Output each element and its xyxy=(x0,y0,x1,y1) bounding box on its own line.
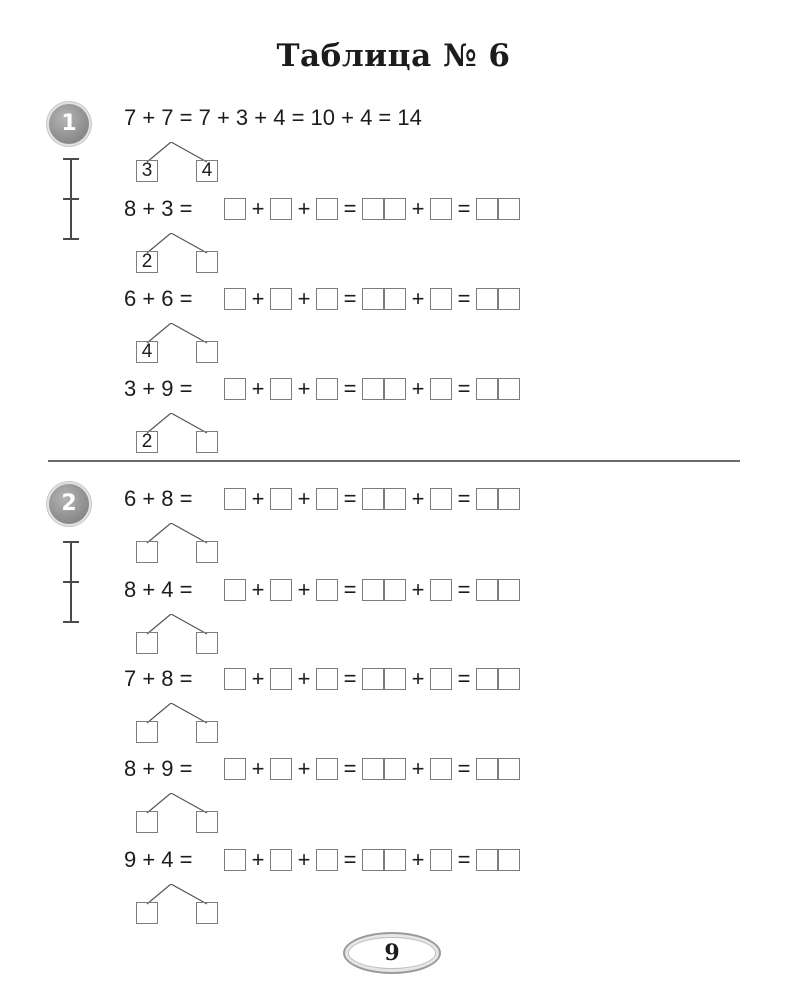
equals-sign: = xyxy=(343,196,357,221)
answer-box[interactable] xyxy=(476,378,498,400)
answer-box[interactable] xyxy=(384,378,406,400)
plus-sign: + xyxy=(251,756,265,781)
equals-sign: = xyxy=(457,756,471,781)
expression xyxy=(124,285,193,313)
answer-cells xyxy=(224,197,520,221)
answer-box[interactable] xyxy=(270,198,292,220)
page-number-ornament xyxy=(343,932,441,974)
expression-text: 8 + 4 = xyxy=(124,577,193,602)
split-box-right[interactable] xyxy=(196,632,218,654)
equals-sign: = xyxy=(343,486,357,511)
answer-box[interactable] xyxy=(476,198,498,220)
plus-sign: + xyxy=(297,376,311,401)
task-1-ruler-icon xyxy=(63,158,79,240)
answer-box[interactable] xyxy=(498,579,520,601)
equals-sign: = xyxy=(457,286,471,311)
answer-cells xyxy=(224,757,520,781)
exercise-row xyxy=(124,104,744,184)
answer-box[interactable] xyxy=(316,288,338,310)
task-2-number-badge: 2 xyxy=(49,484,89,524)
two-digit-answer xyxy=(476,849,520,871)
equals-sign: = xyxy=(457,847,471,872)
exercise-row xyxy=(124,846,744,926)
exercise-row xyxy=(124,485,744,565)
answer-box[interactable] xyxy=(384,198,406,220)
equals-sign: = xyxy=(343,376,357,401)
answer-box[interactable] xyxy=(270,758,292,780)
plus-sign: + xyxy=(411,486,425,511)
equals-sign: = xyxy=(343,847,357,872)
answer-box[interactable] xyxy=(224,758,246,780)
split-box-left[interactable] xyxy=(136,721,158,743)
answer-box[interactable] xyxy=(316,488,338,510)
equals-sign: = xyxy=(457,577,471,602)
expression xyxy=(124,375,193,403)
split-box-left[interactable] xyxy=(136,902,158,924)
expression-text: 8 + 9 = xyxy=(124,756,193,781)
answer-box[interactable] xyxy=(384,668,406,690)
answer-box[interactable] xyxy=(384,758,406,780)
split-box-right[interactable] xyxy=(196,251,218,273)
expression xyxy=(124,665,193,693)
section-divider xyxy=(48,460,740,462)
answer-cells xyxy=(224,667,520,691)
answer-box[interactable] xyxy=(316,378,338,400)
plus-sign: + xyxy=(411,196,425,221)
answer-box[interactable] xyxy=(316,668,338,690)
answer-box[interactable] xyxy=(316,849,338,871)
two-digit-answer xyxy=(362,579,406,601)
plus-sign: + xyxy=(411,847,425,872)
answer-box[interactable] xyxy=(316,198,338,220)
two-digit-answer xyxy=(476,579,520,601)
answer-box[interactable] xyxy=(430,198,452,220)
two-digit-answer xyxy=(476,758,520,780)
plus-sign: + xyxy=(411,376,425,401)
answer-cells xyxy=(224,377,520,401)
answer-box[interactable] xyxy=(224,849,246,871)
plus-sign: + xyxy=(251,847,265,872)
answer-box[interactable] xyxy=(316,579,338,601)
answer-box[interactable] xyxy=(362,579,384,601)
plus-sign: + xyxy=(411,756,425,781)
number-split xyxy=(124,793,214,833)
split-box-left[interactable]: 2 xyxy=(136,251,158,273)
exercise-row xyxy=(124,576,744,656)
answer-box[interactable] xyxy=(430,849,452,871)
exercise-row xyxy=(124,195,744,275)
answer-box[interactable] xyxy=(430,378,452,400)
plus-sign: + xyxy=(251,196,265,221)
answer-box[interactable] xyxy=(362,378,384,400)
answer-box[interactable] xyxy=(498,849,520,871)
split-box-right[interactable]: 4 xyxy=(196,160,218,182)
page-number: 9 xyxy=(384,940,400,966)
answer-box[interactable] xyxy=(430,758,452,780)
split-box-right[interactable] xyxy=(196,811,218,833)
answer-box[interactable] xyxy=(362,488,384,510)
number-split xyxy=(124,233,214,273)
number-split xyxy=(124,323,214,363)
expression-text: 8 + 3 = xyxy=(124,196,193,221)
answer-box[interactable] xyxy=(270,288,292,310)
equals-sign: = xyxy=(343,577,357,602)
expression xyxy=(124,195,193,223)
answer-box[interactable] xyxy=(384,579,406,601)
answer-box[interactable] xyxy=(498,488,520,510)
split-box-right[interactable] xyxy=(196,541,218,563)
answer-box[interactable] xyxy=(362,849,384,871)
plus-sign: + xyxy=(297,577,311,602)
plus-sign: + xyxy=(297,847,311,872)
answer-box[interactable] xyxy=(384,488,406,510)
split-box-left[interactable]: 2 xyxy=(136,431,158,453)
answer-box[interactable] xyxy=(498,668,520,690)
answer-box[interactable] xyxy=(224,378,246,400)
two-digit-answer xyxy=(362,668,406,690)
split-box-left[interactable] xyxy=(136,811,158,833)
plus-sign: + xyxy=(411,577,425,602)
plus-sign: + xyxy=(251,577,265,602)
answer-box[interactable] xyxy=(476,758,498,780)
answer-box[interactable] xyxy=(270,849,292,871)
task-2-ruler-icon xyxy=(63,541,79,623)
two-digit-answer xyxy=(476,288,520,310)
plus-sign: + xyxy=(251,376,265,401)
plus-sign: + xyxy=(297,756,311,781)
answer-box[interactable] xyxy=(224,288,246,310)
answer-box[interactable] xyxy=(430,288,452,310)
answer-box[interactable] xyxy=(362,758,384,780)
answer-box[interactable] xyxy=(476,579,498,601)
answer-box[interactable] xyxy=(498,198,520,220)
plus-sign: + xyxy=(297,486,311,511)
answer-box[interactable] xyxy=(270,488,292,510)
plus-sign: + xyxy=(297,196,311,221)
answer-box[interactable] xyxy=(498,378,520,400)
answer-cells xyxy=(224,487,520,511)
exercise-row xyxy=(124,665,744,745)
plus-sign: + xyxy=(251,286,265,311)
number-split xyxy=(124,142,214,182)
equals-sign: = xyxy=(457,666,471,691)
plus-sign: + xyxy=(411,286,425,311)
answer-box[interactable] xyxy=(430,579,452,601)
expression-text: 7 + 8 = xyxy=(124,666,193,691)
two-digit-answer xyxy=(362,758,406,780)
two-digit-answer xyxy=(362,288,406,310)
number-split xyxy=(124,614,214,654)
two-digit-answer xyxy=(362,378,406,400)
number-split xyxy=(124,523,214,563)
exercise-row xyxy=(124,285,744,365)
equals-sign: = xyxy=(343,666,357,691)
split-box-left[interactable]: 3 xyxy=(136,160,158,182)
answer-box[interactable] xyxy=(430,668,452,690)
answer-cells xyxy=(224,848,520,872)
answer-box[interactable] xyxy=(362,198,384,220)
answer-box[interactable] xyxy=(498,758,520,780)
equals-sign: = xyxy=(343,286,357,311)
plus-sign: + xyxy=(297,286,311,311)
split-box-right[interactable] xyxy=(196,902,218,924)
answer-box[interactable] xyxy=(316,758,338,780)
expression xyxy=(124,846,193,874)
equals-sign: = xyxy=(457,376,471,401)
exercise-row xyxy=(124,375,744,455)
expression xyxy=(124,485,193,513)
two-digit-answer xyxy=(476,668,520,690)
equals-sign: = xyxy=(457,486,471,511)
split-box-left[interactable]: 4 xyxy=(136,341,158,363)
expression-text: 9 + 4 = xyxy=(124,847,193,872)
answer-box[interactable] xyxy=(270,668,292,690)
plus-sign: + xyxy=(411,666,425,691)
plus-sign: + xyxy=(251,486,265,511)
answer-box[interactable] xyxy=(476,849,498,871)
answer-box[interactable] xyxy=(384,849,406,871)
answer-box[interactable] xyxy=(362,288,384,310)
answer-box[interactable] xyxy=(362,668,384,690)
two-digit-answer xyxy=(476,198,520,220)
answer-box[interactable] xyxy=(476,288,498,310)
number-split xyxy=(124,703,214,743)
equals-sign: = xyxy=(457,196,471,221)
number-split xyxy=(124,884,214,924)
two-digit-answer xyxy=(362,849,406,871)
answer-box[interactable] xyxy=(476,488,498,510)
answer-box[interactable] xyxy=(224,668,246,690)
split-box-right[interactable] xyxy=(196,721,218,743)
answer-box[interactable] xyxy=(270,579,292,601)
answer-box[interactable] xyxy=(476,668,498,690)
plus-sign: + xyxy=(251,666,265,691)
answer-cells xyxy=(224,287,520,311)
answer-box[interactable] xyxy=(270,378,292,400)
page-title: Таблица № 6 xyxy=(276,38,511,74)
two-digit-answer xyxy=(362,198,406,220)
two-digit-answer xyxy=(362,488,406,510)
exercise-row xyxy=(124,755,744,835)
answer-box[interactable] xyxy=(498,288,520,310)
expression xyxy=(124,755,193,783)
number-split xyxy=(124,413,214,453)
answer-box[interactable] xyxy=(384,288,406,310)
split-box-left[interactable] xyxy=(136,632,158,654)
split-box-right[interactable] xyxy=(196,431,218,453)
split-box-right[interactable] xyxy=(196,341,218,363)
task-1-number-badge: 1 xyxy=(49,104,89,144)
split-box-left[interactable] xyxy=(136,541,158,563)
answer-box[interactable] xyxy=(224,579,246,601)
two-digit-answer xyxy=(476,488,520,510)
expression-text: 3 + 9 = xyxy=(124,376,193,401)
equals-sign: = xyxy=(343,756,357,781)
two-digit-answer xyxy=(476,378,520,400)
answer-box[interactable] xyxy=(430,488,452,510)
expression-text: 7 + 7 = 7 + 3 + 4 = 10 + 4 = 14 xyxy=(124,105,422,130)
expression-text: 6 + 6 = xyxy=(124,286,193,311)
expression-text: 6 + 8 = xyxy=(124,486,193,511)
expression xyxy=(124,104,422,132)
plus-sign: + xyxy=(297,666,311,691)
answer-cells xyxy=(224,578,520,602)
answer-box[interactable] xyxy=(224,488,246,510)
expression xyxy=(124,576,193,604)
answer-box[interactable] xyxy=(224,198,246,220)
